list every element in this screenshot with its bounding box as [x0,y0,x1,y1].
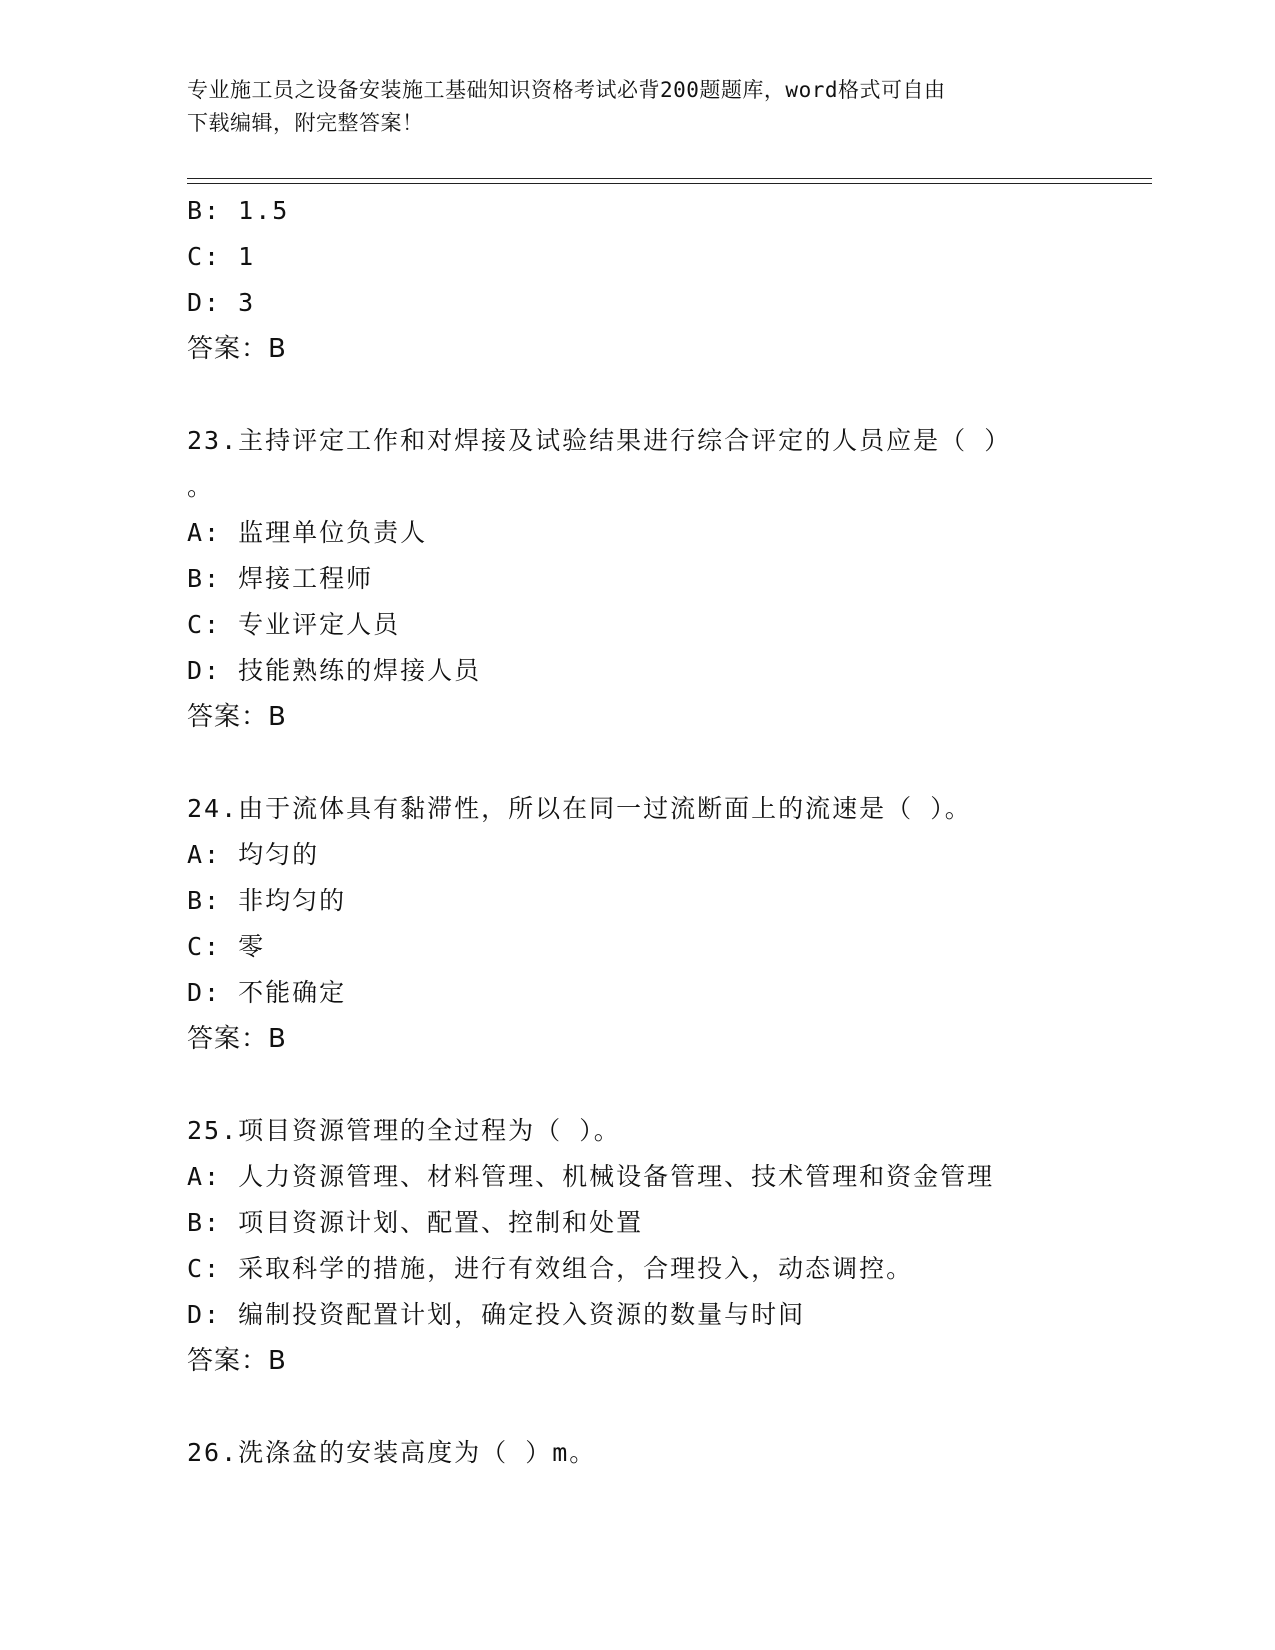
question-25 [187,1108,1147,1384]
question-24 [187,786,1147,1062]
option-d: D: 3 [187,288,256,317]
option-c: C: 1 [187,242,256,271]
option-b: B: 非均匀的 [187,886,347,915]
question-list [187,188,1147,1476]
option-b: B: 项目资源计划、配置、控制和处置 [187,1208,644,1237]
question-text-continued: 。 [187,472,213,501]
option-d: D: 不能确定 [187,978,347,1007]
question-text: 24.由于流体具有黏滞性，所以在同一过流断面上的流速是（ ）。 [187,794,972,823]
option-a: A: 人力资源管理、材料管理、机械设备管理、技术管理和资金管理 [187,1162,995,1191]
question-23 [187,418,1147,740]
option-a: A: 监理单位负责人 [187,518,428,547]
document-header [187,74,1067,140]
answer: 答案：B [187,702,287,732]
answer: 答案：B [187,334,287,364]
question-22-tail [187,188,1147,372]
option-c: C: 零 [187,932,266,961]
question-text: 23.主持评定工作和对焊接及试验结果进行综合评定的人员应是（ ） [187,426,1012,455]
header-line-2: 下载编辑，附完整答案！ [187,111,424,135]
question-text: 25.项目资源管理的全过程为（ ）。 [187,1116,621,1145]
option-d: D: 编制投资配置计划，确定投入资源的数量与时间 [187,1300,806,1329]
question-26 [187,1430,1147,1476]
answer: 答案：B [187,1024,287,1054]
header-divider-bottom [187,183,1152,184]
question-text: 26.洗涤盆的安装高度为（ ）m。 [187,1438,597,1467]
option-b: B: 焊接工程师 [187,564,374,593]
option-c: C: 专业评定人员 [187,610,401,639]
option-c: C: 采取科学的措施，进行有效组合，合理投入，动态调控。 [187,1254,914,1283]
option-a: A: 均匀的 [187,840,320,869]
header-divider-top [187,178,1152,179]
answer: 答案：B [187,1346,287,1376]
option-b: B: 1.5 [187,196,290,225]
option-d: D: 技能熟练的焊接人员 [187,656,482,685]
header-line-1: 专业施工员之设备安装施工基础知识资格考试必背200题题库，word格式可自由 [187,78,946,102]
